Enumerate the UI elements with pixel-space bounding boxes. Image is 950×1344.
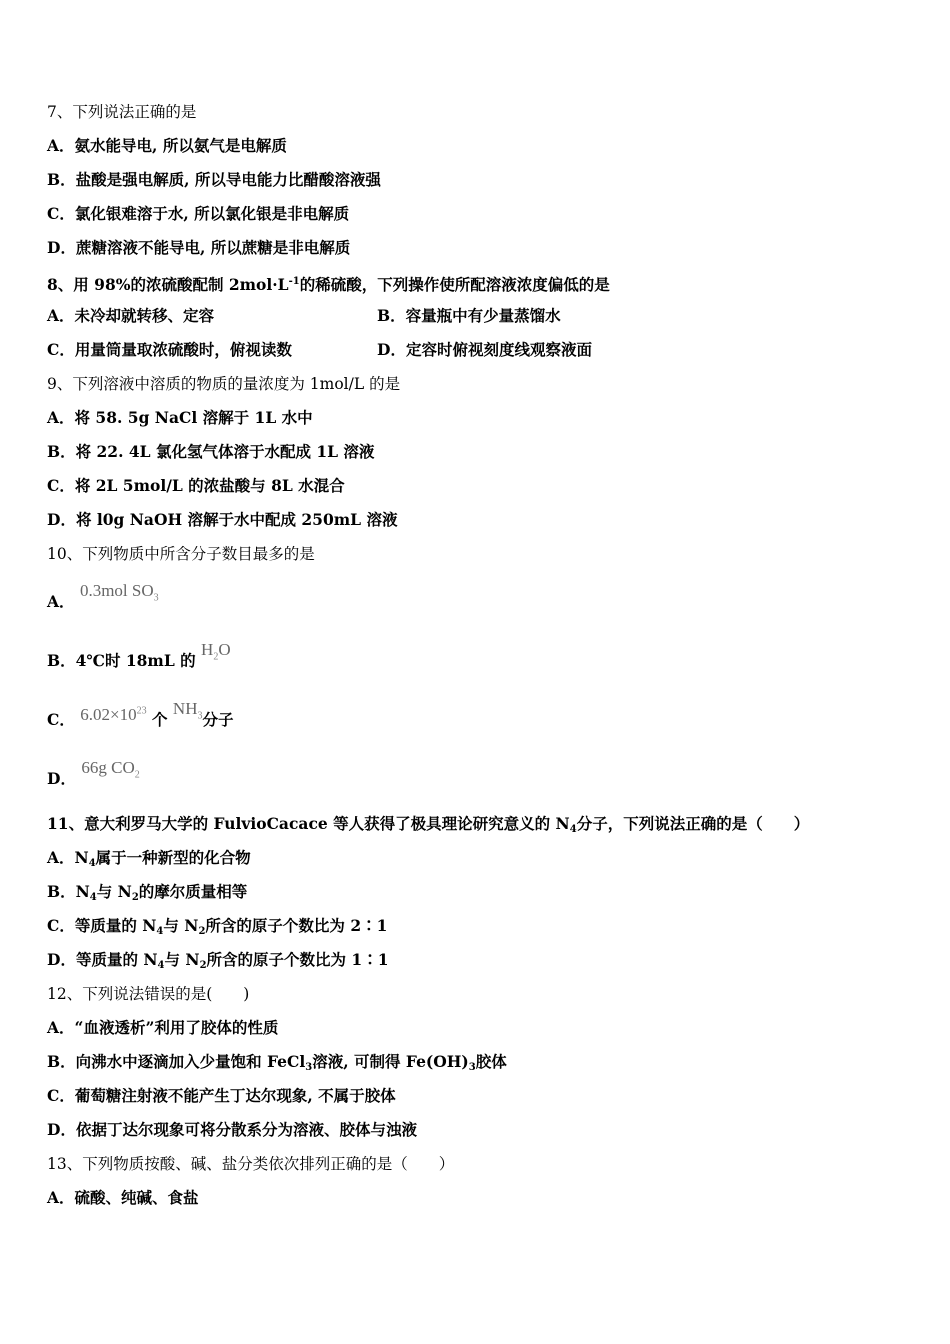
q10-option-a (47, 581, 159, 614)
q8-option-b: B．容量瓶中有少量蒸馏水 (377, 306, 561, 325)
q10-option-c-post: 分子 (202, 710, 234, 729)
q9-stem: 9、下列溶液中溶质的物质的量浓度为 1mol/L 的是 (47, 375, 401, 393)
q13-stem: 13、下列物质按酸、碱、盐分类依次排列正确的是（ ） (47, 1155, 455, 1173)
q11-stem-pre: 11、意大利罗马大学的 FulvioCacace 等人获得了极具理论研究意义的 N (47, 814, 570, 833)
q10-option-b-label: B．4℃时 18mL 的 (47, 651, 196, 670)
q11-stem (47, 814, 809, 840)
q11-option-b: B．$N_4$与 $N_2$的摩尔质量相等 (47, 882, 248, 903)
q7-option-b: B．盐酸是强电解质, 所以导电能力比醋酸溶液强 (47, 170, 381, 189)
q8-stem (47, 272, 610, 295)
q10-option-d (47, 758, 140, 791)
q10-option-d-formula: 66g $CO_2$ (81, 758, 140, 781)
q11-option-d: D．等质量的 $N_4$与 $N_2$所含的原子个数比为 1∶1 (47, 950, 389, 971)
q8-option-a: A．未冷却就转移、定容 (47, 306, 215, 325)
q12-option-a: A．“血液透析”利用了胶体的性质 (47, 1018, 279, 1037)
q10-option-b-formula: $H_2O$ (201, 640, 231, 663)
q10-option-c (47, 699, 234, 732)
q12-stem: 12、下列说法错误的是( ) (47, 985, 250, 1003)
q8-option-d: D．定容时俯视刻度线观察液面 (377, 340, 592, 359)
q10-option-c-formula: $NH_3$ (172, 699, 203, 722)
q10-option-d-label: D． (47, 769, 76, 788)
q9-option-d: D．将 l0g NaOH 溶解于水中配成 250mL 溶液 (47, 510, 398, 529)
q11-stem-post: 分子，下列说法正确的是（ ） (576, 814, 810, 833)
q8-stem-post: 的稀硫酸，下列操作使所配溶液浓度偏低的是 (299, 275, 610, 294)
q10-option-c-label: C． (47, 710, 75, 729)
q8-stem-pre: 8、用 98%的浓硫酸配制 2mol·L (47, 275, 289, 294)
q12-option-b: B．向沸水中逐滴加入少量饱和 FeCl$_3$溶液, 可制得 $Fe(OH)_3$胶体 (47, 1052, 507, 1073)
q11-option-c: C．等质量的 $N_4$与 $N_2$所含的原子个数比为 2∶1 (47, 916, 388, 937)
q9-option-c: C．将 2L 5mol/L 的浓盐酸与 8L 水混合 (47, 476, 345, 495)
q8-stem-sup: -1 (288, 276, 300, 287)
q10-option-c-mid: 个 (152, 710, 168, 729)
q11-option-a: A．$N_4$属于一种新型的化合物 (47, 848, 251, 869)
q10-option-a-formula: 0.3mol $SO_3$ (79, 581, 159, 604)
q10-option-c-number: $6.02\times 10^{23}$ (80, 705, 147, 724)
q7-option-c: C．氯化银难溶于水, 所以氯化银是非电解质 (47, 204, 350, 223)
q7-option-d: D．蔗糖溶液不能导电, 所以蔗糖是非电解质 (47, 238, 351, 257)
q11-stem-sub: 4 (569, 824, 577, 835)
q7-option-a: A．氨水能导电, 所以氨气是电解质 (47, 136, 287, 155)
q13-option-a: A．硫酸、纯碱、食盐 (47, 1188, 199, 1207)
q10-stem: 10、下列物质中所含分子数目最多的是 (47, 545, 315, 563)
q10-option-a-label: A． (47, 592, 75, 611)
q9-option-b: B．将 22. 4L 氯化氢气体溶于水配成 1L 溶液 (47, 442, 375, 461)
q9-option-a: A．将 58. 5g NaCl 溶解于 1L 水中 (47, 408, 313, 427)
q8-option-c: C．用量筒量取浓硫酸时，俯视读数 (47, 340, 292, 359)
q10-option-b (47, 640, 231, 673)
q12-option-c: C．葡萄糖注射液不能产生丁达尔现象, 不属于胶体 (47, 1086, 396, 1105)
q7-stem: 7、下列说法正确的是 (47, 103, 197, 121)
q12-option-d: D．依据丁达尔现象可将分散系分为溶液、胶体与浊液 (47, 1120, 417, 1139)
